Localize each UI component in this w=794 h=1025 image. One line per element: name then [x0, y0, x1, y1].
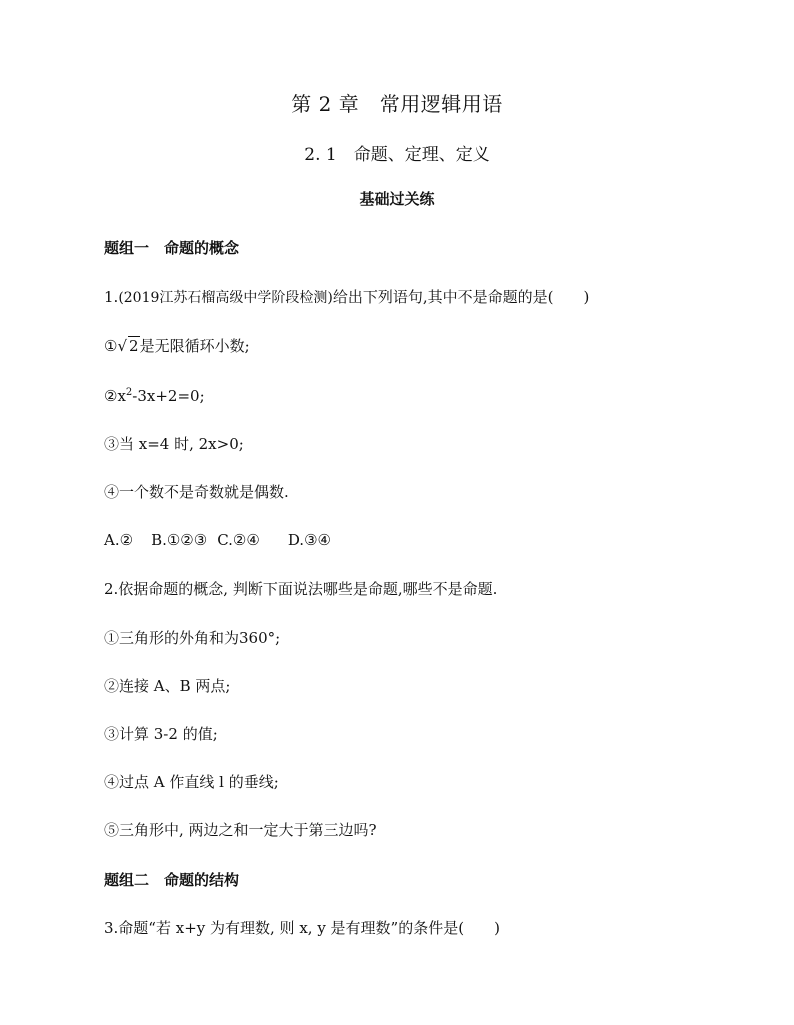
option-c: C.②④ [217, 531, 260, 549]
question-3-stem: 3.命题“若 x+y 为有理数, 则 x, y 是有理数”的条件是( ) [104, 919, 500, 937]
chapter-title: 第 2 章 常用逻辑用语 [291, 92, 503, 116]
option-a: A.② [104, 531, 134, 549]
group1-heading: 题组一 命题的概念 [104, 239, 240, 257]
item-text: -3x+2=0; [132, 387, 205, 405]
question-1-item-4: ④一个数不是奇数就是偶数. [104, 483, 289, 501]
question-2-item-3: ③计算 3-2 的值; [104, 725, 218, 743]
exercise-subheading: 基础过关练 [359, 190, 435, 208]
question-1-source: (2019江苏石榴高级中学阶段检测) [118, 290, 333, 306]
question-2-item-2: ②连接 A、B 两点; [104, 677, 231, 695]
item-mark: ②x [104, 387, 126, 405]
question-1-number: 1. [104, 288, 119, 306]
option-d: D.③④ [287, 531, 331, 549]
section-title: 2. 1 命题、定理、定义 [304, 145, 490, 165]
question-1-item-3: ③当 x=4 时, 2x>0; [104, 435, 244, 453]
item-mark: ① [104, 337, 118, 355]
option-b: B.①②③ [151, 531, 208, 549]
question-2-item-1: ①三角形的外角和为360°; [104, 629, 281, 647]
question-2-item-4: ④过点 A 作直线 l 的垂线; [104, 773, 279, 791]
question-1-item-1 [104, 336, 250, 356]
question-2-stem: 2.依据命题的概念, 判断下面说法哪些是命题,哪些不是命题. [104, 580, 498, 598]
question-1-options [104, 530, 331, 550]
question-1-item-2 [104, 386, 205, 406]
question-2-item-5: ⑤三角形中, 两边之和一定大于第三边吗? [104, 821, 377, 839]
sqrt-symbol: √ 2 [117, 337, 139, 355]
group2-heading: 题组二 命题的结构 [104, 871, 240, 889]
sqrt-radicand: 2 [129, 337, 139, 355]
question-1-text: 给出下列语句,其中不是命题的是( ) [332, 288, 590, 306]
question-1-stem [104, 287, 589, 308]
exponent: 2 [125, 387, 133, 398]
item-text: 是无限循环小数; [139, 337, 250, 355]
